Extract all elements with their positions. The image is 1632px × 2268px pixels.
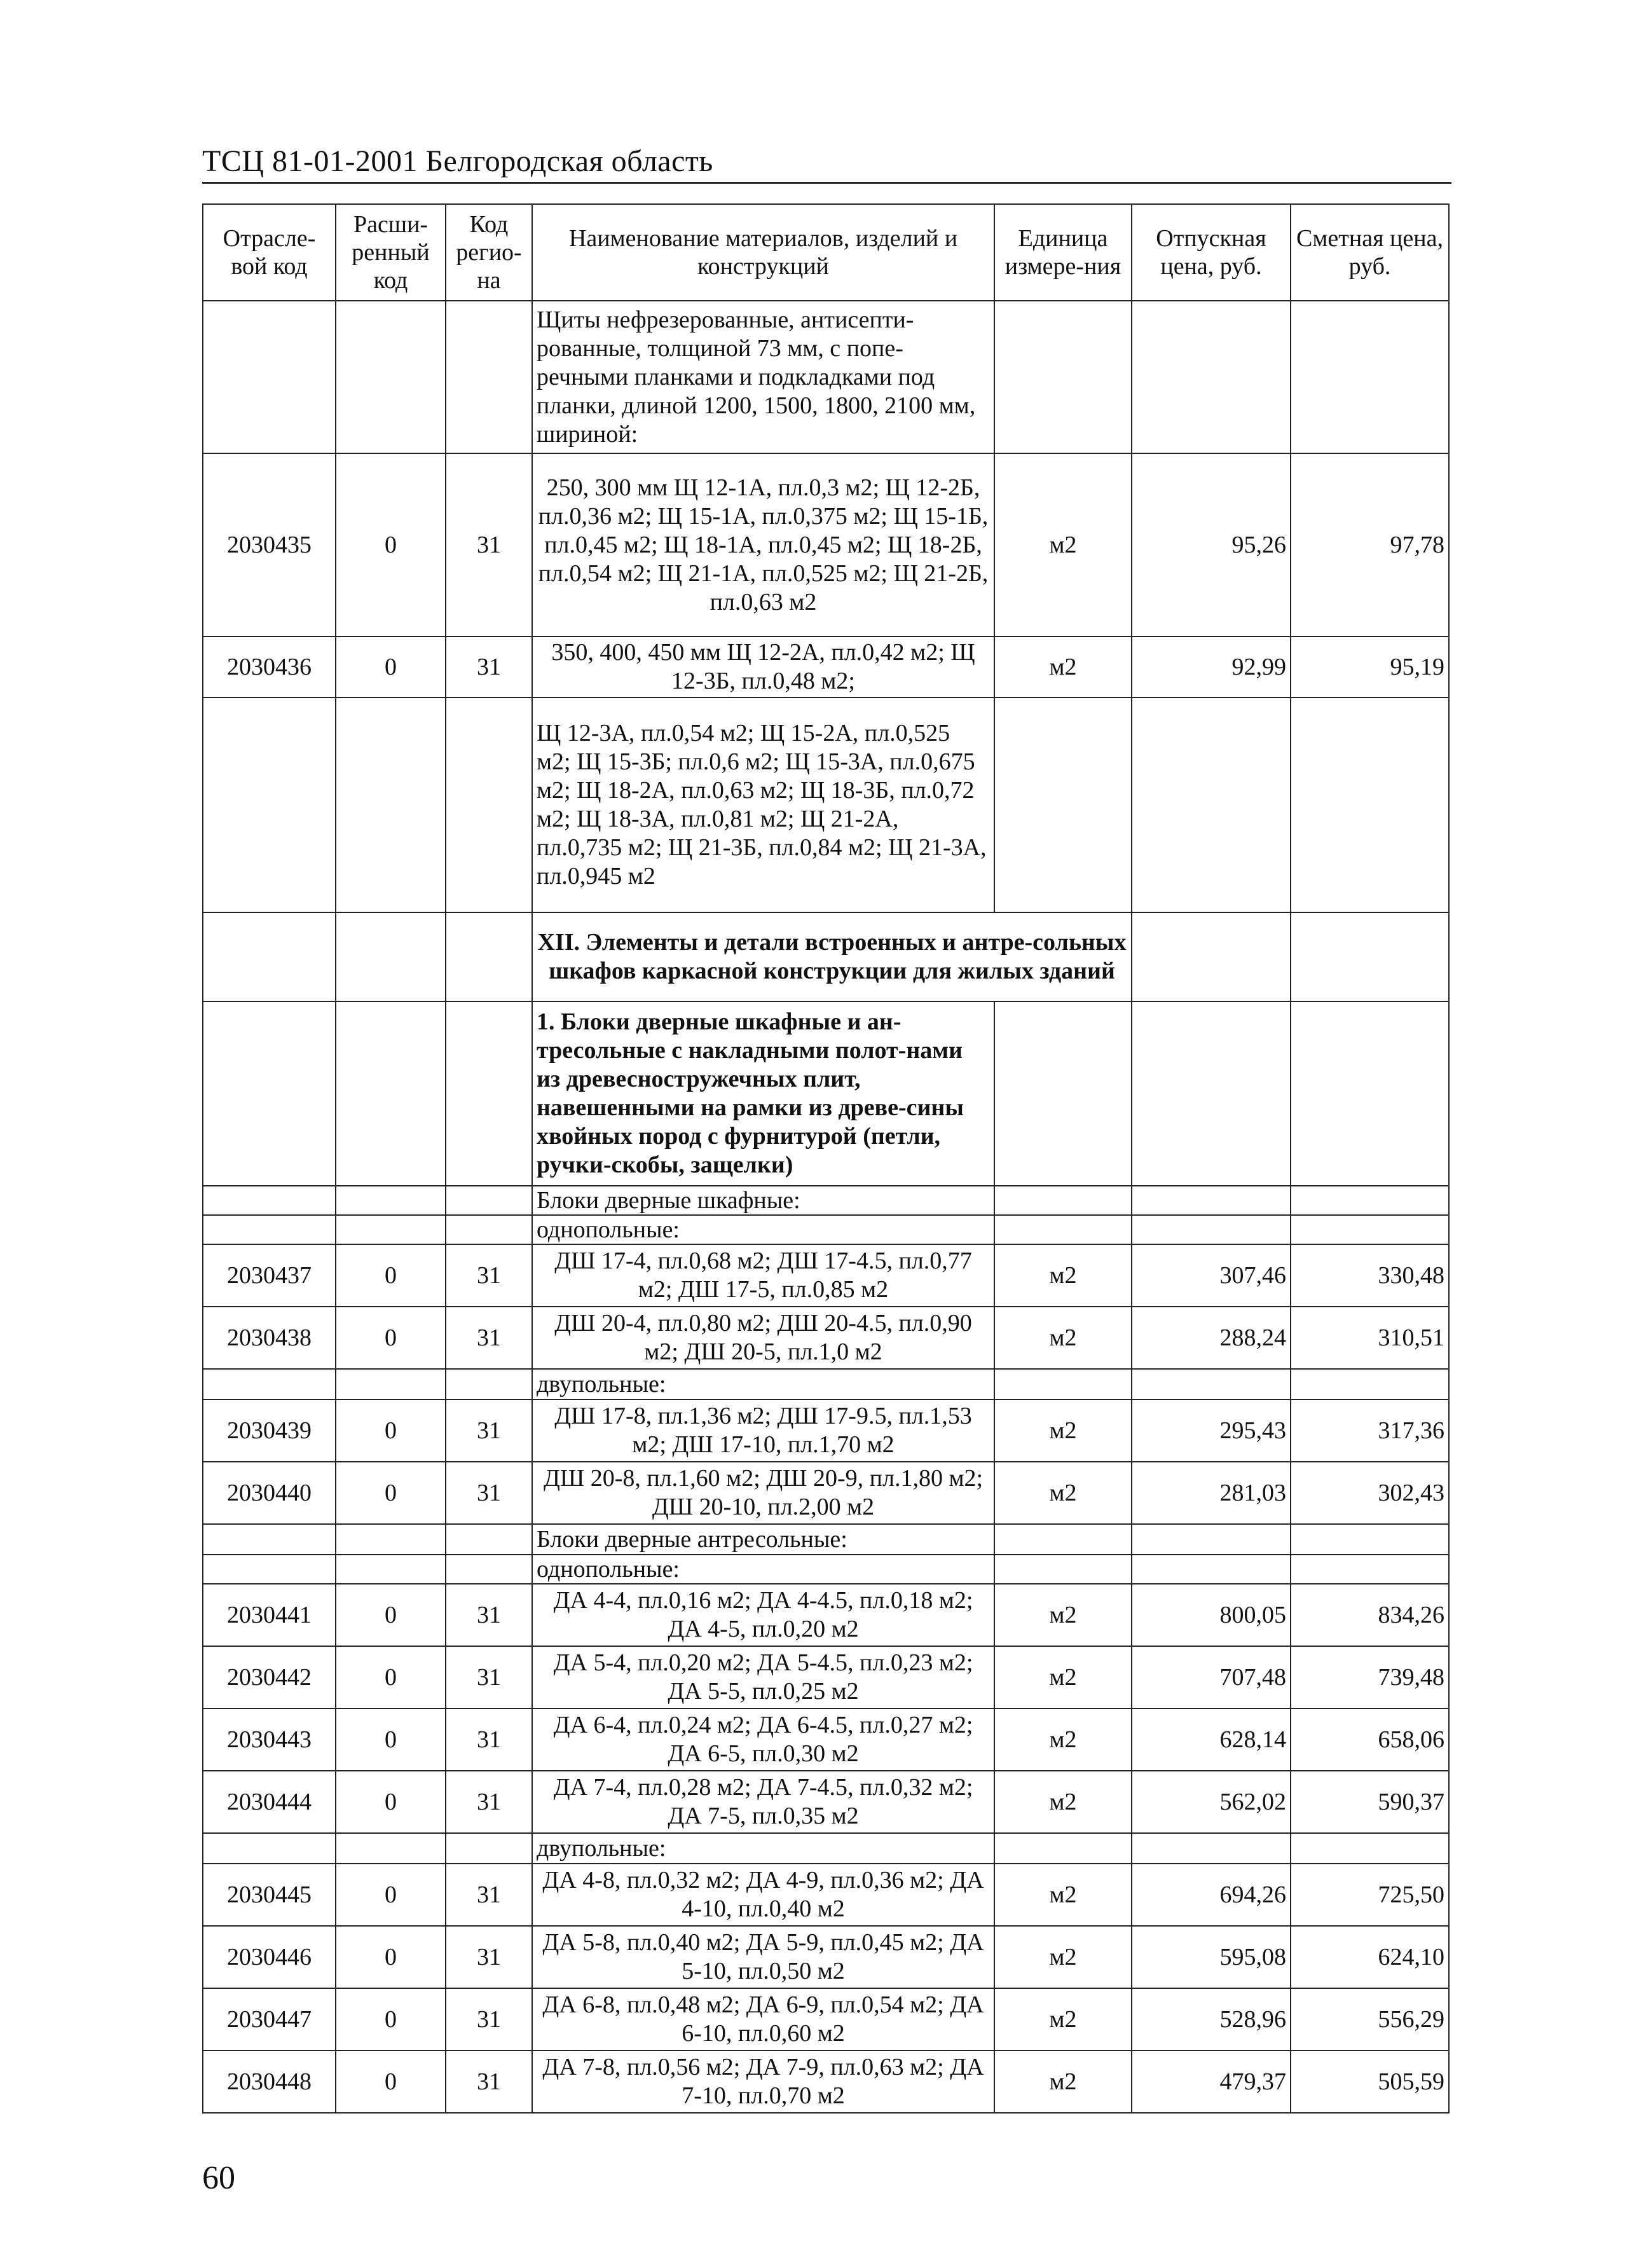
release-price-cell (1132, 1001, 1291, 1186)
industry-code-cell (203, 1369, 336, 1399)
region-code-cell: 31 (446, 636, 532, 698)
region-code-cell: 31 (446, 1646, 532, 1708)
region-code-cell (446, 1215, 532, 1244)
estimate-price-cell: 317,36 (1291, 1399, 1449, 1462)
estimate-price-cell: 739,48 (1291, 1646, 1449, 1708)
group-label-cell: однопольные: (532, 1215, 994, 1244)
column-header-unit: Единица измере-ния (994, 204, 1132, 301)
region-code-cell: 31 (446, 453, 532, 636)
region-code-cell (446, 698, 532, 912)
release-price-cell (1132, 1524, 1291, 1555)
release-price-cell: 281,03 (1132, 1462, 1291, 1524)
region-code-cell: 31 (446, 1926, 532, 1988)
group-label-cell: Блоки дверные антресольные: (532, 1524, 994, 1555)
region-code-cell: 31 (446, 1307, 532, 1369)
estimate-price-cell: 97,78 (1291, 453, 1449, 636)
section-heading-cell: XII. Элементы и детали встроенных и антре-сольных шкафов каркасной конструкции для жилых зданий (532, 912, 1132, 1001)
extended-code-cell (336, 698, 446, 912)
industry-code-cell: 2030443 (203, 1708, 336, 1771)
group-label-row (203, 1524, 1449, 1555)
release-price-cell: 95,26 (1132, 453, 1291, 636)
table-row (203, 1584, 1449, 1646)
group-label-row (203, 1369, 1449, 1399)
region-code-cell (446, 1186, 532, 1215)
unit-cell: м2 (994, 2051, 1132, 2113)
release-price-cell: 307,46 (1132, 1244, 1291, 1307)
region-code-cell (446, 1833, 532, 1864)
region-code-cell: 31 (446, 1584, 532, 1646)
estimate-price-cell: 95,19 (1291, 636, 1449, 698)
region-code-cell: 31 (446, 2051, 532, 2113)
table-row (203, 1462, 1449, 1524)
estimate-price-cell: 330,48 (1291, 1244, 1449, 1307)
estimate-price-cell: 624,10 (1291, 1926, 1449, 1988)
material-name-cell: ДА 4-4, пл.0,16 м2; ДА 4-4.5, пл.0,18 м2; ДА 4-5, пл.0,20 м2 (532, 1584, 994, 1646)
unit-cell: м2 (994, 1988, 1132, 2051)
material-name-cell: ДА 7-4, пл.0,28 м2; ДА 7-4.5, пл.0,32 м2; ДА 7-5, пл.0,35 м2 (532, 1771, 994, 1833)
material-name-cell: ДА 7-8, пл.0,56 м2; ДА 7-9, пл.0,63 м2; ДА 7-10, пл.0,70 м2 (532, 2051, 994, 2113)
material-name-cell: ДШ 17-4, пл.0,68 м2; ДШ 17-4.5, пл.0,77 м2; ДШ 17-5, пл.0,85 м2 (532, 1244, 994, 1307)
section-heading-row (203, 912, 1449, 1001)
unit-cell: м2 (994, 1462, 1132, 1524)
industry-code-cell (203, 1001, 336, 1186)
group-label-row (203, 1833, 1449, 1864)
table-row (203, 1926, 1449, 1988)
release-price-cell: 595,08 (1132, 1926, 1291, 1988)
industry-code-cell (203, 1215, 336, 1244)
unit-cell: м2 (994, 636, 1132, 698)
column-header-material-name: Наименование материалов, изделий и конструкций (532, 204, 994, 301)
material-name-cell: ДШ 20-8, пл.1,60 м2; ДШ 20-9, пл.1,80 м2; ДШ 20-10, пл.2,00 м2 (532, 1462, 994, 1524)
region-code-cell: 31 (446, 1771, 532, 1833)
material-name-cell: 350, 400, 450 мм Щ 12-2А, пл.0,42 м2; Щ 12-3Б, пл.0,48 м2; (532, 636, 994, 698)
extended-code-cell: 0 (336, 453, 446, 636)
table-row (203, 1708, 1449, 1771)
material-name-cell: ДА 4-8, пл.0,32 м2; ДА 4-9, пл.0,36 м2; ДА 4-10, пл.0,40 м2 (532, 1864, 994, 1926)
extended-code-cell (336, 1555, 446, 1584)
region-code-cell (446, 1524, 532, 1555)
page-header-title: ТСЦ 81-01-2001 Белгородская область (202, 144, 713, 178)
estimate-price-cell: 302,43 (1291, 1462, 1449, 1524)
industry-code-cell (203, 1186, 336, 1215)
industry-code-cell (203, 1524, 336, 1555)
unit-cell: м2 (994, 453, 1132, 636)
release-price-cell: 528,96 (1132, 1988, 1291, 2051)
table-row (203, 2051, 1449, 2113)
subsection-heading-row (203, 1001, 1449, 1186)
extended-code-cell: 0 (336, 1708, 446, 1771)
extended-code-cell: 0 (336, 1244, 446, 1307)
estimate-price-cell (1291, 912, 1449, 1001)
region-code-cell (446, 912, 532, 1001)
region-code-cell: 31 (446, 1708, 532, 1771)
release-price-cell: 479,37 (1132, 2051, 1291, 2113)
region-code-cell (446, 1369, 532, 1399)
release-price-cell: 295,43 (1132, 1399, 1291, 1462)
region-code-cell: 31 (446, 1988, 532, 2051)
extended-code-cell: 0 (336, 2051, 446, 2113)
unit-cell: м2 (994, 1708, 1132, 1771)
price-table (202, 203, 1450, 2113)
region-code-cell (446, 1001, 532, 1186)
estimate-price-cell (1291, 1524, 1449, 1555)
material-name-cell: ДА 6-4, пл.0,24 м2; ДА 6-4.5, пл.0,27 м2; ДА 6-5, пл.0,30 м2 (532, 1708, 994, 1771)
table-header-row (203, 204, 1449, 301)
release-price-cell: 92,99 (1132, 636, 1291, 698)
region-code-cell: 31 (446, 1462, 532, 1524)
release-price-cell (1132, 1186, 1291, 1215)
extended-code-cell (336, 1215, 446, 1244)
industry-code-cell: 2030437 (203, 1244, 336, 1307)
column-header-region-code: Код регио-на (446, 204, 532, 301)
release-price-cell: 694,26 (1132, 1864, 1291, 1926)
extended-code-cell: 0 (336, 1584, 446, 1646)
extended-code-cell: 0 (336, 1399, 446, 1462)
industry-code-cell: 2030440 (203, 1462, 336, 1524)
release-price-cell (1132, 698, 1291, 912)
release-price-cell: 628,14 (1132, 1708, 1291, 1771)
region-code-cell: 31 (446, 1399, 532, 1462)
industry-code-cell: 2030445 (203, 1864, 336, 1926)
estimate-price-cell: 505,59 (1291, 2051, 1449, 2113)
unit-cell (994, 1186, 1132, 1215)
material-name-cell: ДА 5-4, пл.0,20 м2; ДА 5-4.5, пл.0,23 м2; ДА 5-5, пл.0,25 м2 (532, 1646, 994, 1708)
material-name-cell: 250, 300 мм Щ 12-1А, пл.0,3 м2; Щ 12-2Б, пл.0,36 м2; Щ 15-1А, пл.0,375 м2; Щ 15-1Б, пл.0,45 м2; Щ 18-1А, пл.0,45 м2; Щ 18-2Б, пл.0,54 м2; Щ 21-1А, пл.0,525 м2; Щ 21-2Б, пл.0,63 м2 (532, 453, 994, 636)
extended-code-cell: 0 (336, 1771, 446, 1833)
estimate-price-cell: 834,26 (1291, 1584, 1449, 1646)
column-header-release-price: Отпускная цена, руб. (1132, 204, 1291, 301)
industry-code-cell (203, 912, 336, 1001)
estimate-price-cell (1291, 1833, 1449, 1864)
estimate-price-cell: 725,50 (1291, 1864, 1449, 1926)
estimate-price-cell (1291, 301, 1449, 453)
extended-code-cell (336, 912, 446, 1001)
industry-code-cell: 2030447 (203, 1988, 336, 2051)
industry-code-cell: 2030448 (203, 2051, 336, 2113)
table-row (203, 698, 1449, 912)
industry-code-cell: 2030444 (203, 1771, 336, 1833)
unit-cell: м2 (994, 1244, 1132, 1307)
group-label-row (203, 1215, 1449, 1244)
estimate-price-cell (1291, 1555, 1449, 1584)
release-price-cell: 707,48 (1132, 1646, 1291, 1708)
industry-code-cell: 2030446 (203, 1926, 336, 1988)
unit-cell: м2 (994, 1399, 1132, 1462)
unit-cell (994, 1369, 1132, 1399)
estimate-price-cell (1291, 1001, 1449, 1186)
table-row (203, 1988, 1449, 2051)
material-name-cell: Щ 12-3А, пл.0,54 м2; Щ 15-2А, пл.0,525 м2; Щ 15-3Б; пл.0,6 м2; Щ 15-3А, пл.0,675 м2; Щ 18-2А, пл.0,63 м2; Щ 18-3Б, пл.0,72 м2; Щ 18-3А, пл.0,81 м2; Щ 21-2А, пл.0,735 м2; Щ 21-3Б, пл.0,84 м2; Щ 21-3А, пл.0,945 м2 (532, 698, 994, 912)
header-divider (202, 182, 1451, 184)
unit-cell: м2 (994, 1584, 1132, 1646)
region-code-cell (446, 1555, 532, 1584)
extended-code-cell: 0 (336, 1462, 446, 1524)
extended-code-cell (336, 1369, 446, 1399)
industry-code-cell: 2030442 (203, 1646, 336, 1708)
extended-code-cell: 0 (336, 1307, 446, 1369)
release-price-cell (1132, 301, 1291, 453)
table-row (203, 1307, 1449, 1369)
extended-code-cell (336, 301, 446, 453)
region-code-cell: 31 (446, 1864, 532, 1926)
table-row (203, 1864, 1449, 1926)
release-price-cell (1132, 1833, 1291, 1864)
extended-code-cell: 0 (336, 1926, 446, 1988)
unit-cell (994, 301, 1132, 453)
release-price-cell: 288,24 (1132, 1307, 1291, 1369)
industry-code-cell (203, 1555, 336, 1584)
estimate-price-cell (1291, 698, 1449, 912)
table-row (203, 1771, 1449, 1833)
industry-code-cell: 2030441 (203, 1584, 336, 1646)
estimate-price-cell: 590,37 (1291, 1771, 1449, 1833)
unit-cell (994, 1001, 1132, 1186)
estimate-price-cell: 658,06 (1291, 1708, 1449, 1771)
region-code-cell: 31 (446, 1244, 532, 1307)
extended-code-cell (336, 1001, 446, 1186)
unit-cell: м2 (994, 1926, 1132, 1988)
material-name-cell: Щиты нефрезерованные, антисепти-рованные, толщиной 73 мм, с попе-речными планками и подкладками под планки, длиной 1200, 1500, 1800, 2100 мм, шириной: (532, 301, 994, 453)
table-row (203, 1244, 1449, 1307)
unit-cell (994, 1215, 1132, 1244)
material-name-cell: ДА 5-8, пл.0,40 м2; ДА 5-9, пл.0,45 м2; ДА 5-10, пл.0,50 м2 (532, 1926, 994, 1988)
industry-code-cell (203, 698, 336, 912)
group-label-row (203, 1186, 1449, 1215)
unit-cell (994, 1833, 1132, 1864)
table-row (203, 301, 1449, 453)
page-number: 60 (202, 2160, 235, 2196)
column-header-extended-code: Расши-ренный код (336, 204, 446, 301)
group-label-cell: Блоки дверные шкафные: (532, 1186, 994, 1215)
estimate-price-cell (1291, 1369, 1449, 1399)
table-row (203, 636, 1449, 698)
table-row (203, 1646, 1449, 1708)
extended-code-cell: 0 (336, 1864, 446, 1926)
extended-code-cell: 0 (336, 1646, 446, 1708)
industry-code-cell (203, 1833, 336, 1864)
unit-cell (994, 698, 1132, 912)
industry-code-cell: 2030438 (203, 1307, 336, 1369)
group-label-cell: двупольные: (532, 1833, 994, 1864)
column-header-estimate-price: Сметная цена, руб. (1291, 204, 1449, 301)
industry-code-cell: 2030439 (203, 1399, 336, 1462)
material-name-cell: ДА 6-8, пл.0,48 м2; ДА 6-9, пл.0,54 м2; ДА 6-10, пл.0,60 м2 (532, 1988, 994, 2051)
release-price-cell (1132, 1555, 1291, 1584)
unit-cell (994, 1524, 1132, 1555)
extended-code-cell (336, 1524, 446, 1555)
extended-code-cell: 0 (336, 636, 446, 698)
unit-cell: м2 (994, 1307, 1132, 1369)
group-label-row (203, 1555, 1449, 1584)
group-label-cell: двупольные: (532, 1369, 994, 1399)
release-price-cell (1132, 1369, 1291, 1399)
table-row (203, 1399, 1449, 1462)
release-price-cell (1132, 912, 1291, 1001)
column-header-industry-code: Отрасле-вой код (203, 204, 336, 301)
subsection-heading-cell: 1. Блоки дверные шкафные и ан-тресольные с накладными полот-нами из древесностружечных плит, навешенными на рамки из древе-сины хвойных пород с фурнитурой (петли, ручки-скобы, защелки) (532, 1001, 994, 1186)
group-label-cell: однопольные: (532, 1555, 994, 1584)
material-name-cell: ДШ 20-4, пл.0,80 м2; ДШ 20-4.5, пл.0,90 м2; ДШ 20-5, пл.1,0 м2 (532, 1307, 994, 1369)
extended-code-cell (336, 1833, 446, 1864)
estimate-price-cell: 310,51 (1291, 1307, 1449, 1369)
material-name-cell: ДШ 17-8, пл.1,36 м2; ДШ 17-9.5, пл.1,53 м2; ДШ 17-10, пл.1,70 м2 (532, 1399, 994, 1462)
estimate-price-cell: 556,29 (1291, 1988, 1449, 2051)
unit-cell (994, 1555, 1132, 1584)
release-price-cell: 800,05 (1132, 1584, 1291, 1646)
extended-code-cell: 0 (336, 1988, 446, 2051)
region-code-cell (446, 301, 532, 453)
table-row (203, 453, 1449, 636)
release-price-cell (1132, 1215, 1291, 1244)
unit-cell: м2 (994, 1771, 1132, 1833)
estimate-price-cell (1291, 1186, 1449, 1215)
unit-cell: м2 (994, 1646, 1132, 1708)
industry-code-cell (203, 301, 336, 453)
unit-cell: м2 (994, 1864, 1132, 1926)
industry-code-cell: 2030435 (203, 453, 336, 636)
release-price-cell: 562,02 (1132, 1771, 1291, 1833)
extended-code-cell (336, 1186, 446, 1215)
industry-code-cell: 2030436 (203, 636, 336, 698)
estimate-price-cell (1291, 1215, 1449, 1244)
